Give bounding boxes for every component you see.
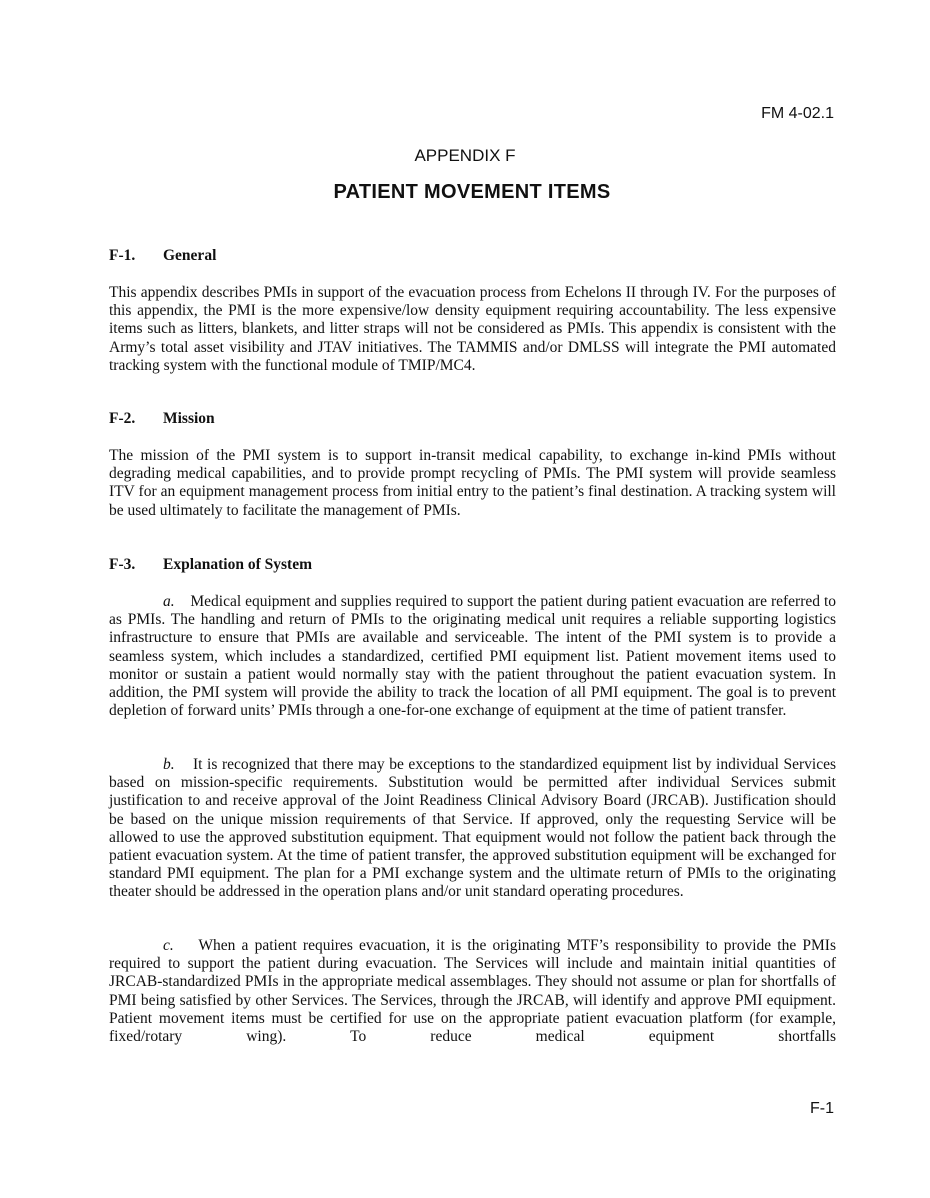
section-heading (109, 556, 836, 574)
section-number: F-2. (109, 410, 136, 427)
item-text: Medical equipment and supplies required to support the patient during patient evacuation are referred to as PMIs. The handling and return of PMIs to the originating medical unit requires a reliable supporting logistics infrastructure to ensure that PMIs are available and serviceable. The intent of the PMI system is to provide a seamless system, which includes a standardized, certified PMI equipment list. Patient movement items used to monitor or sustain a patient would normally stay with the patient throughout the patient evacuation system. In addition, the PMI system will provide the ability to track the location of all PMI equipment. The goal is to prevent depletion of forward units’ PMIs through a one-for-one exchange of equipment at the time of patient transfer. (109, 593, 836, 720)
section-general-body (109, 284, 836, 375)
section-heading (109, 247, 836, 265)
section-paragraph: The mission of the PMI system is to support in-transit medical capability, to exchange in-kind PMIs without degrading medical capabilities, and to provide prompt recycling of PMIs. The PMI system will provide seamless ITV for an equipment management process from initial entry to the patient’s final destination. A tracking system will be used ultimately to facilitate the management of PMIs. (109, 447, 836, 519)
item-letter: b. (163, 756, 175, 773)
section-heading (109, 410, 836, 428)
appendix-label: APPENDIX F (414, 146, 516, 165)
list-item (109, 593, 836, 720)
section-number: F-1. (109, 247, 136, 264)
item-letter: c. (163, 937, 174, 954)
section-number: F-3. (109, 556, 136, 573)
item-a (109, 593, 836, 720)
page-number: F-1 (810, 1100, 834, 1117)
list-item (109, 756, 836, 902)
item-b (109, 756, 836, 902)
item-text: When a patient requires evacuation, it is the originating MTF’s responsibility to provide the PMIs required to support the patient during evacuation. The Services will include and maintain initial quantities of JRCAB-standardized PMIs in the appropriate medical assemblages. They should not assume or plan for shortfalls of PMI being satisfied by other Services. The Services, through the JRCAB, will identify and approve PMI equipment. Patient movement items must be certified for use on the appropriate patient evacuation platform (for example, fixed/rotary wing). To reduce medical equipment shortfalls (109, 937, 836, 1046)
appendix-title: PATIENT MOVEMENT ITEMS (333, 181, 611, 203)
section-title: Explanation of System (163, 556, 312, 573)
section-mission (109, 410, 836, 428)
section-title: Mission (163, 410, 215, 427)
item-text: It is recognized that there may be exceptions to the standardized equipment list by individual Services based on mission-specific requirements. Substitution would be permitted after individual Services submit justification to and receive approval of the Joint Readiness Clinical Advisory Board (JRCAB). Justification should be based on the unique mission requirements of that Service. If approved, only the requesting Service will be allowed to use the approved substitution equipment. That equipment would not follow the patient back through the patient evacuation system. At the time of patient transfer, the approved substitution equipment will be exchanged for standard PMI equipment. The plan for a PMI exchange system and the ultimate return of PMIs to the originating theater should be addressed in the operation plans and/or unit standard operating procedures. (109, 756, 836, 901)
item-letter: a. (163, 593, 175, 610)
document-id: FM 4-02.1 (761, 105, 834, 122)
section-title: General (163, 247, 217, 264)
section-paragraph: This appendix describes PMIs in support of the evacuation process from Echelons II through IV. For the purposes of this appendix, the PMI is the more expensive/low density equipment requiring accountability. The less expensive items such as litters, blankets, and litter straps will not be considered as PMIs. This appendix is consistent with the Army’s total asset visibility and JTAV initiatives. The TAMMIS and/or DMLSS will integrate the PMI automated tracking system with the functional module of TMIP/MC4. (109, 284, 836, 374)
section-general (109, 247, 836, 265)
section-mission-body (109, 447, 836, 520)
section-explanation (109, 556, 836, 574)
item-c (109, 937, 836, 1046)
list-item (109, 937, 836, 1046)
